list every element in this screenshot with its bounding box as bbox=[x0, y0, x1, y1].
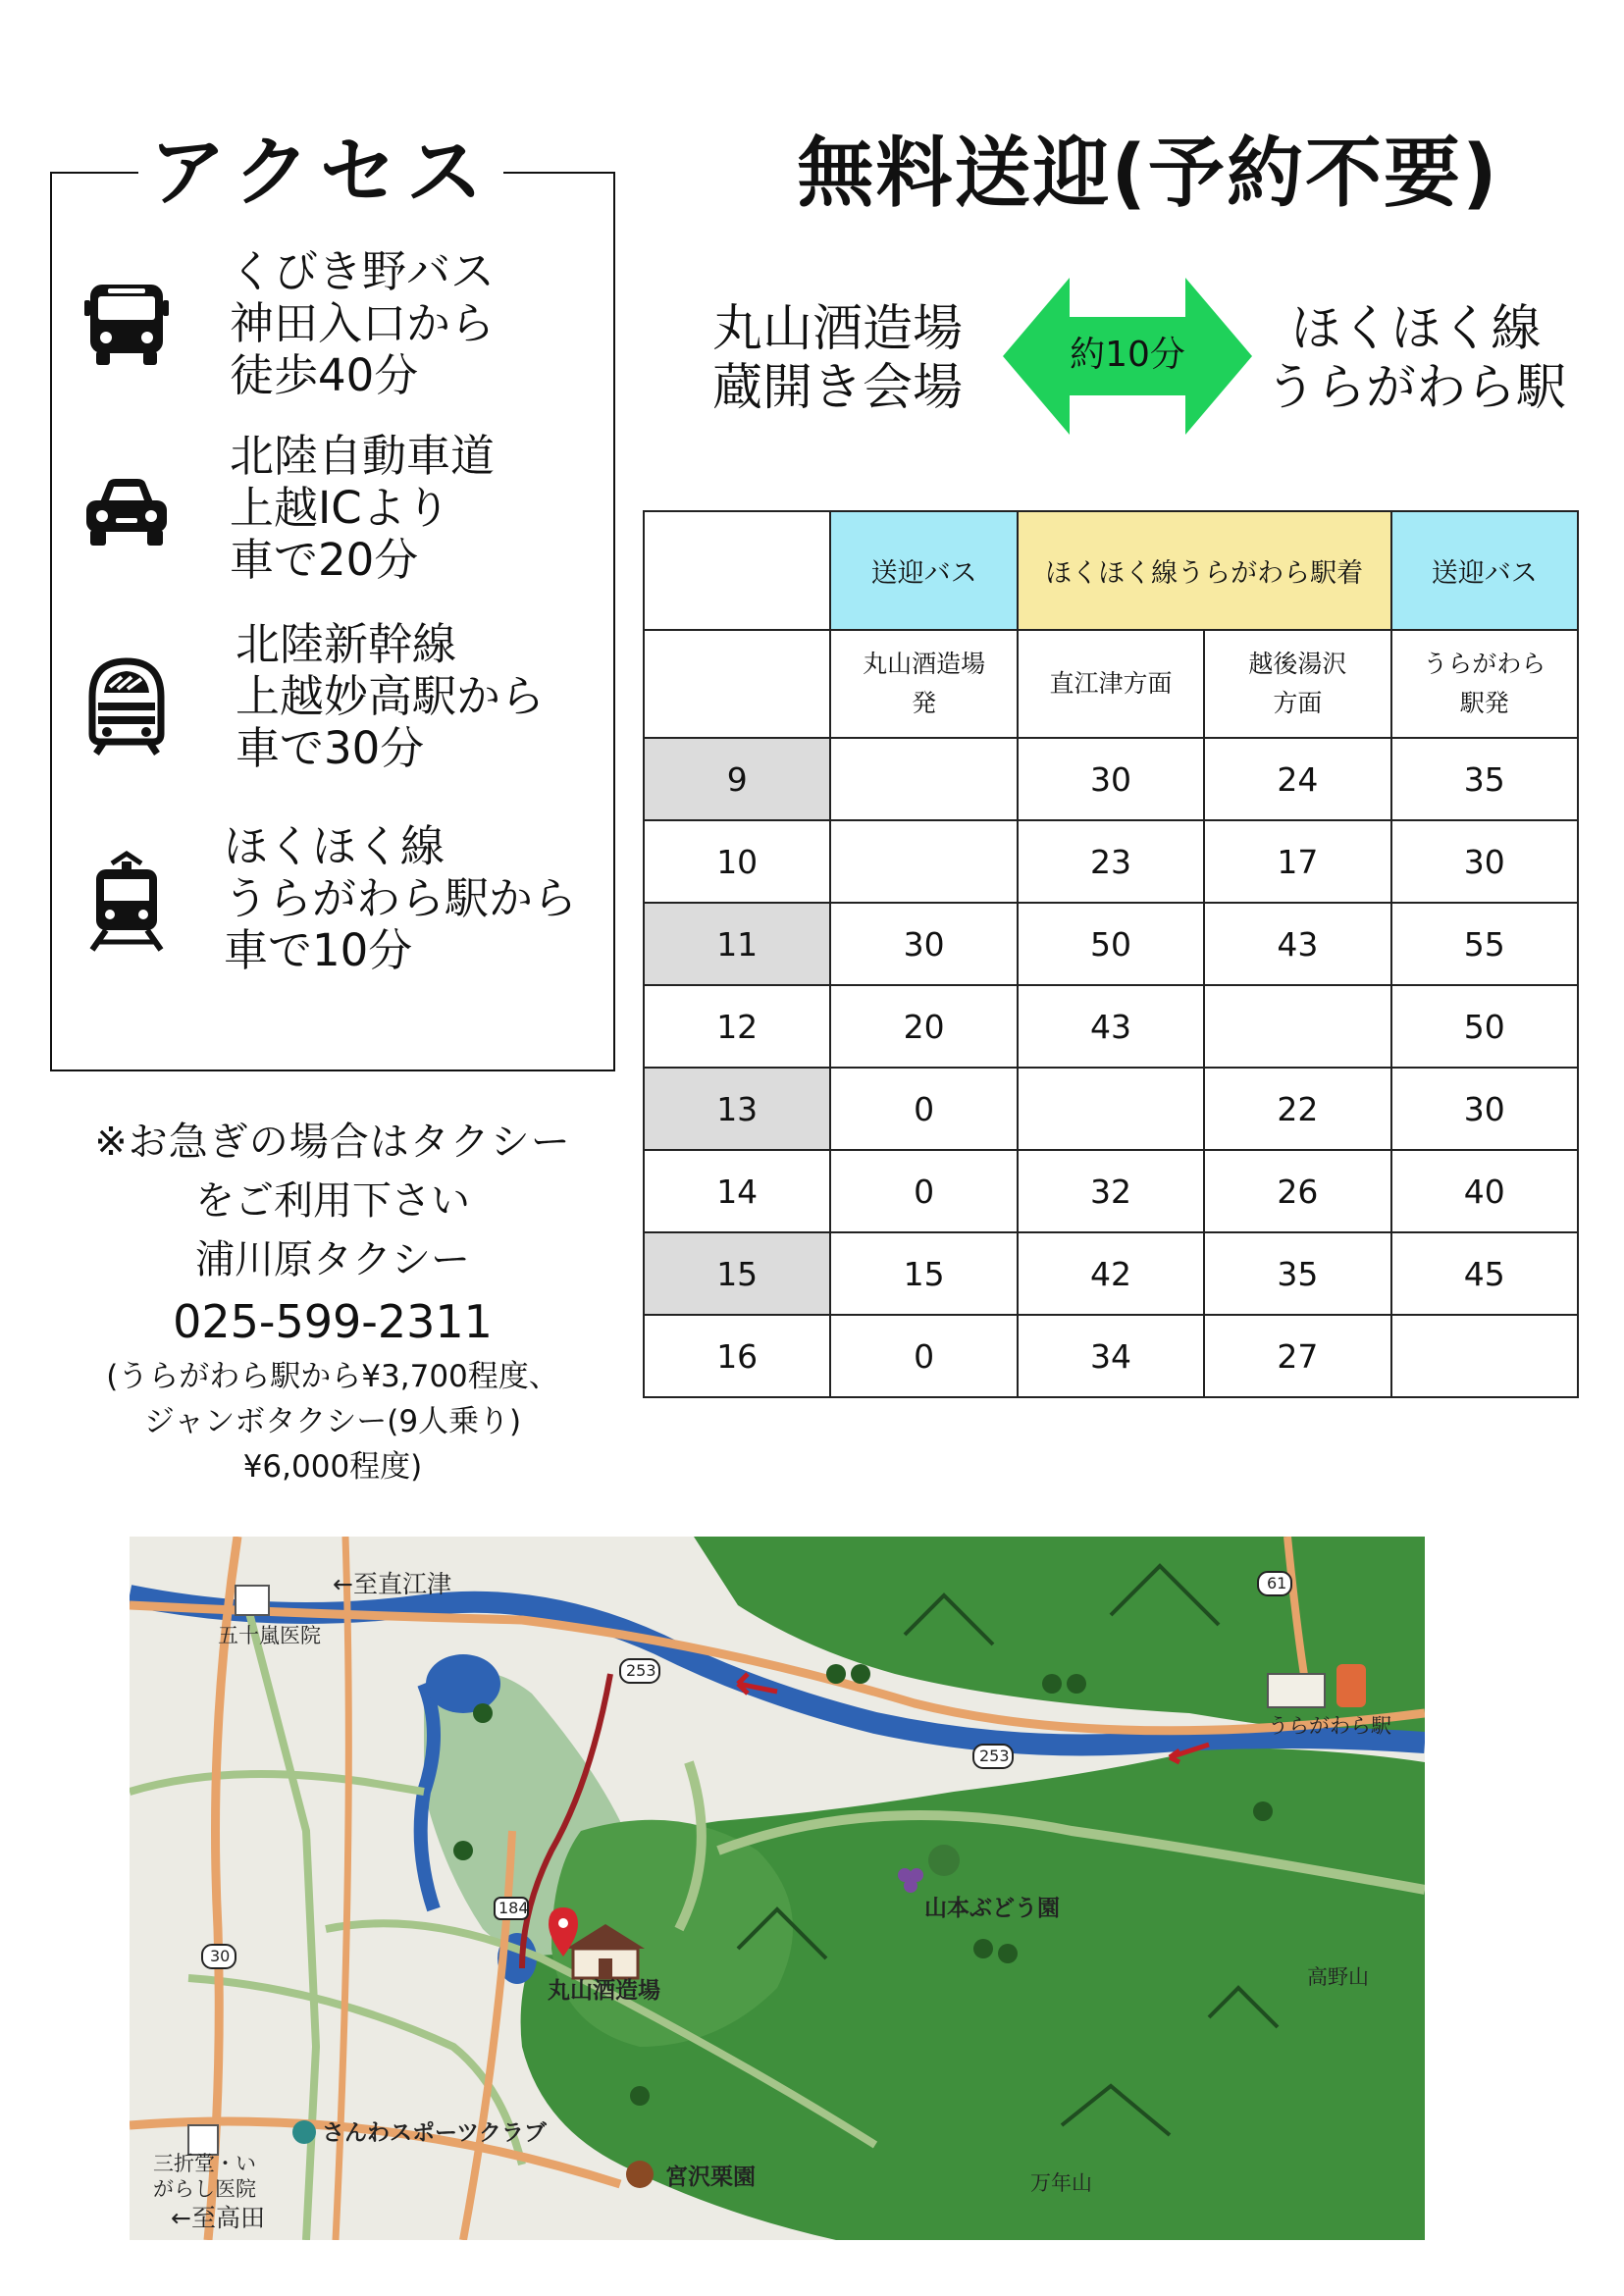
table-header-cell: 送迎バス bbox=[830, 511, 1017, 630]
map-label-route: 253 bbox=[979, 1747, 1010, 1765]
table-cell: 34 bbox=[1018, 1315, 1204, 1397]
table-hour-cell: 11 bbox=[644, 903, 830, 985]
table-hour-cell: 9 bbox=[644, 738, 830, 820]
timetable bbox=[643, 510, 1579, 1398]
map-label-route: 30 bbox=[210, 1947, 231, 1965]
map-label-brewery: 丸山酒造場 bbox=[548, 1978, 660, 2004]
table-cell: 23 bbox=[1018, 820, 1204, 903]
table-row bbox=[644, 985, 1578, 1068]
map-label-chestnut: 宮沢栗園 bbox=[665, 2165, 756, 2190]
map-label-route: 253 bbox=[626, 1661, 656, 1680]
table-row bbox=[644, 903, 1578, 985]
table-cell bbox=[1204, 985, 1390, 1068]
table-cell bbox=[1391, 1315, 1578, 1397]
table-cell: 32 bbox=[1018, 1150, 1204, 1232]
table-cell: 24 bbox=[1204, 738, 1390, 820]
train-icon bbox=[82, 850, 171, 938]
table-cell: 35 bbox=[1204, 1232, 1390, 1315]
map-label-station: うらがわら駅 bbox=[1268, 1714, 1391, 1738]
map-label-sports-club: さんわスポーツクラブ bbox=[322, 2120, 547, 2146]
table-cell: 30 bbox=[1018, 738, 1204, 820]
table-row bbox=[644, 820, 1578, 903]
table-cell: 15 bbox=[830, 1232, 1017, 1315]
taxi-fare-line: ジャンボタクシー(9人乗り) bbox=[143, 1404, 522, 1439]
taxi-note-line: ※お急ぎの場合はタクシー bbox=[94, 1120, 571, 1165]
table-cell: 22 bbox=[1204, 1068, 1390, 1150]
map-label-to-naoetsu: ←至直江津 bbox=[333, 1570, 451, 1598]
double-arrow-icon bbox=[1001, 274, 1254, 439]
map-label-to-takada: ←至高田 bbox=[171, 2204, 265, 2232]
access-line: 車で10分 bbox=[224, 924, 413, 976]
table-cell: 20 bbox=[830, 985, 1017, 1068]
table-subheader-cell bbox=[830, 630, 1017, 738]
map-label-vineyard: 山本ぶどう園 bbox=[924, 1896, 1060, 1921]
map-label-hospital: がらし医院 bbox=[153, 2177, 256, 2201]
table-cell bbox=[1018, 1068, 1204, 1150]
table-cell: 45 bbox=[1391, 1232, 1578, 1315]
map-label-mountain: 高野山 bbox=[1307, 1965, 1369, 1989]
table-cell: 50 bbox=[1018, 903, 1204, 985]
table-subheader-cell bbox=[1018, 630, 1204, 738]
table-hour-cell: 15 bbox=[644, 1232, 830, 1315]
access-line: 車で20分 bbox=[230, 534, 419, 586]
access-line: 北陸新幹線 bbox=[236, 618, 457, 670]
table-cell: 40 bbox=[1391, 1150, 1578, 1232]
table-subheader-cell bbox=[1204, 630, 1390, 738]
table-cell: 30 bbox=[1391, 820, 1578, 903]
taxi-fare-line: ¥6,000程度) bbox=[242, 1449, 423, 1485]
table-row bbox=[644, 1150, 1578, 1232]
access-line: 北陸自動車道 bbox=[230, 430, 496, 482]
table-subheader-line: 直江津方面 bbox=[1049, 669, 1173, 698]
taxi-company: 浦川原タクシー bbox=[195, 1237, 470, 1282]
table-cell: 0 bbox=[830, 1315, 1017, 1397]
table-row bbox=[644, 1232, 1578, 1315]
table-cell: 30 bbox=[830, 903, 1017, 985]
table-subheader-line: 発 bbox=[912, 689, 937, 717]
map-label-route: 61 bbox=[1267, 1574, 1287, 1592]
table-cell bbox=[830, 738, 1017, 820]
table-subheader-line: 方面 bbox=[1273, 689, 1323, 717]
map-label-hospital: 五十嵐医院 bbox=[218, 1624, 321, 1647]
table-cell: 35 bbox=[1391, 738, 1578, 820]
shuttle-destination-line: うらがわら駅 bbox=[1266, 359, 1567, 417]
table-subheader-row bbox=[644, 630, 1578, 738]
table-cell: 26 bbox=[1204, 1150, 1390, 1232]
access-title: アクセス bbox=[138, 124, 503, 222]
shuttle-origin-line: 蔵開き会場 bbox=[712, 359, 964, 417]
shinkansen-icon bbox=[82, 657, 171, 746]
table-cell: 27 bbox=[1204, 1315, 1390, 1397]
shuttle-title: 無料送迎(予約不要) bbox=[797, 130, 1499, 218]
table-row bbox=[644, 738, 1578, 820]
table-row bbox=[644, 1068, 1578, 1150]
table-header-cell bbox=[644, 511, 830, 630]
table-subheader-line: 駅発 bbox=[1459, 689, 1509, 717]
access-line: 徒歩40分 bbox=[230, 349, 419, 401]
table-hour-cell: 13 bbox=[644, 1068, 830, 1150]
taxi-fare-line: (うらがわら駅から¥3,700程度、 bbox=[106, 1359, 559, 1394]
table-hour-cell: 12 bbox=[644, 985, 830, 1068]
table-hour-cell: 16 bbox=[644, 1315, 830, 1397]
table-cell: 0 bbox=[830, 1150, 1017, 1232]
access-line: 上越ICより bbox=[230, 482, 450, 534]
shuttle-origin-line: 丸山酒造場 bbox=[712, 300, 964, 358]
map-label-mountain: 万年山 bbox=[1030, 2171, 1092, 2195]
table-header-cell: 送迎バス bbox=[1391, 511, 1578, 630]
table-cell: 30 bbox=[1391, 1068, 1578, 1150]
table-cell: 0 bbox=[830, 1068, 1017, 1150]
table-subheader-line: 丸山酒造場 bbox=[863, 650, 986, 678]
table-cell: 43 bbox=[1018, 985, 1204, 1068]
access-line: 車で30分 bbox=[236, 722, 425, 774]
access-line: くびき野バス bbox=[230, 245, 496, 297]
table-subheader-cell bbox=[1391, 630, 1578, 738]
car-icon bbox=[82, 473, 171, 561]
shuttle-duration: 約10分 bbox=[1070, 335, 1185, 375]
taxi-note bbox=[50, 1113, 615, 1489]
table-cell: 55 bbox=[1391, 903, 1578, 985]
shuttle-destination bbox=[1266, 300, 1566, 418]
map-label-hospital: 三折堂・い bbox=[153, 2152, 256, 2175]
table-cell: 42 bbox=[1018, 1232, 1204, 1315]
table-cell bbox=[830, 820, 1017, 903]
taxi-phone: 025-599-2311 bbox=[173, 1295, 493, 1348]
access-line: 上越妙高駅から bbox=[236, 670, 546, 722]
table-cell: 43 bbox=[1204, 903, 1390, 985]
map-label-route: 184 bbox=[498, 1899, 529, 1917]
table-subheader-line: うらがわら bbox=[1423, 650, 1546, 678]
table-subheader-cell bbox=[644, 630, 830, 738]
table-cell: 50 bbox=[1391, 985, 1578, 1068]
table-row bbox=[644, 1315, 1578, 1397]
table-header-row bbox=[644, 511, 1578, 630]
table-hour-cell: 14 bbox=[644, 1150, 830, 1232]
table-header-cell: ほくほく線うらがわら駅着 bbox=[1018, 511, 1391, 630]
shuttle-origin bbox=[712, 300, 963, 418]
access-line: 神田入口から bbox=[230, 297, 496, 349]
table-hour-cell: 10 bbox=[644, 820, 830, 903]
bus-icon bbox=[82, 281, 171, 369]
access-line: うらがわら駅から bbox=[224, 872, 578, 924]
table-subheader-line: 越後湯沢 bbox=[1248, 650, 1347, 678]
table-cell: 17 bbox=[1204, 820, 1390, 903]
taxi-note-line: をご利用下さい bbox=[195, 1178, 470, 1224]
area-map bbox=[130, 1537, 1425, 2240]
shuttle-destination-line: ほくほく線 bbox=[1290, 300, 1542, 358]
access-line: ほくほく線 bbox=[224, 820, 445, 872]
timetable-body bbox=[644, 738, 1578, 1397]
